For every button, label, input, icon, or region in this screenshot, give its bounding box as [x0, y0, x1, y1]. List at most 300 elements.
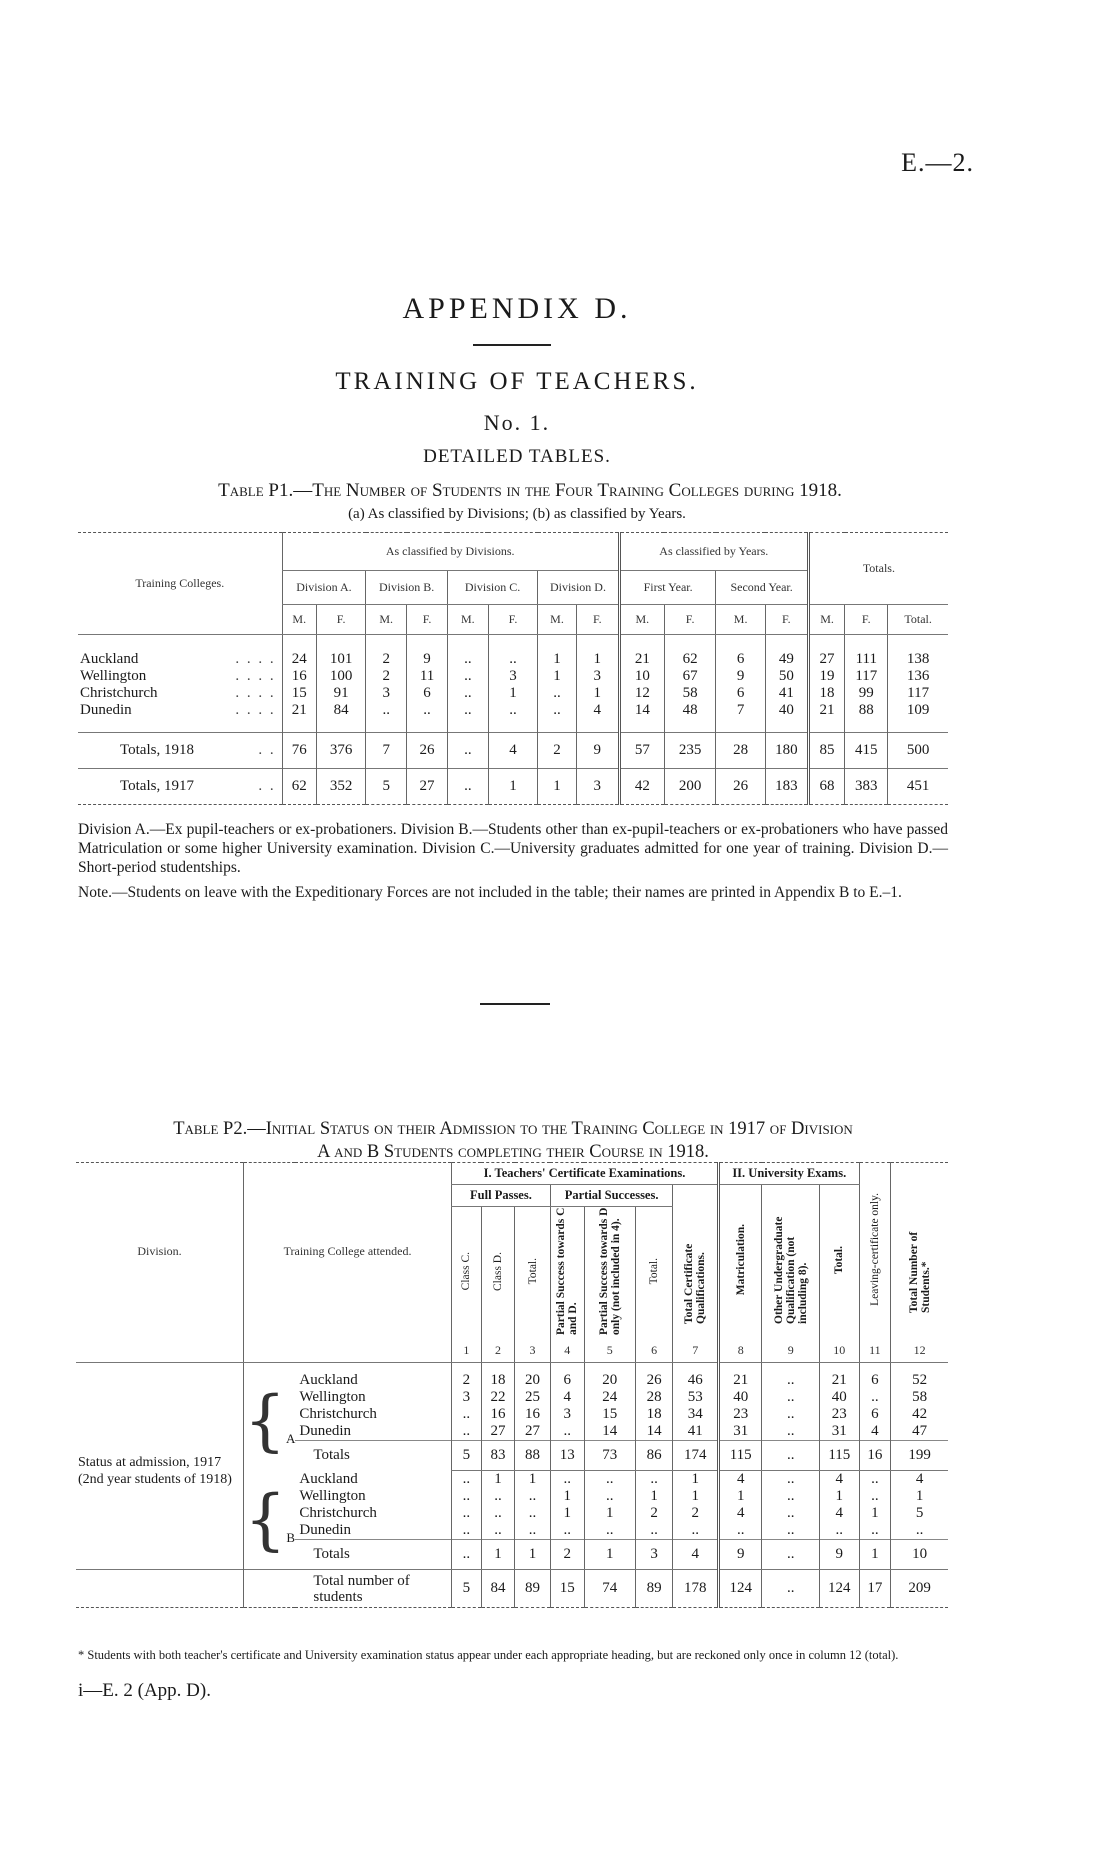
t2-row [76, 1372, 948, 1389]
t1-header-first-year: First Year. [619, 571, 716, 605]
t2-cell: .. [891, 1522, 948, 1540]
t2-cell: 46 [673, 1372, 719, 1389]
t2-cell: 3 [550, 1406, 584, 1423]
t2-cell: 41 [673, 1423, 719, 1441]
t2-cell: 23 [819, 1406, 859, 1423]
t2-cell: 20 [515, 1372, 551, 1389]
t1-cell: 12 [619, 685, 664, 702]
t2-column-number: 4 [550, 1340, 584, 1362]
t2-cell: 199 [891, 1441, 948, 1471]
t2-cell: 3 [452, 1389, 482, 1406]
t1-cell: 1 [488, 685, 537, 702]
t1-cell: 109 [888, 702, 948, 719]
t1-college-label: Totals, 1917 [120, 778, 194, 794]
t2-cell: 1 [718, 1488, 762, 1505]
t1-cell: .. [447, 668, 488, 685]
t2-cell: .. [635, 1471, 672, 1489]
section-number: No. 1. [483, 410, 551, 435]
t1-cell: 1 [538, 651, 577, 668]
t2-cell: .. [452, 1522, 482, 1540]
t1-leader-dots: . . . . [235, 684, 276, 701]
t1-cell: 18 [808, 685, 845, 702]
t1-cell: 180 [765, 733, 808, 769]
t2-column-number: 5 [584, 1340, 635, 1362]
t1-cell: 500 [888, 733, 948, 769]
t2-cell: .. [762, 1522, 820, 1540]
table1 [78, 532, 948, 805]
t1-cell: 58 [664, 685, 716, 702]
t1-cell: 3 [576, 668, 619, 685]
t1-cell: 19 [808, 668, 845, 685]
t2-cell: .. [481, 1505, 515, 1522]
t1-cell: .. [538, 702, 577, 719]
t2-cell: 27 [515, 1423, 551, 1441]
t2-cell: 16 [515, 1406, 551, 1423]
t2-cell: 86 [635, 1441, 672, 1471]
t1-header-divisions: As classified by Divisions. [282, 533, 619, 571]
t2-col5-header [584, 1207, 635, 1341]
t1-f: F. [576, 605, 619, 635]
t1-cell: 88 [845, 702, 888, 719]
t2-cell: 18 [481, 1372, 515, 1389]
t2-cell: 1 [584, 1540, 635, 1570]
t1-header-years: As classified by Years. [619, 533, 808, 571]
t1-cell: 111 [845, 651, 888, 668]
t1-f: F. [664, 605, 716, 635]
table1-notes [78, 820, 948, 908]
t2-cell: 28 [635, 1389, 672, 1406]
t1-cell: 1 [538, 769, 577, 805]
t2-cell: .. [452, 1423, 482, 1441]
t2-column-number: 7 [673, 1340, 719, 1362]
t2-cell: 14 [584, 1423, 635, 1441]
brace-icon: { [243, 1382, 286, 1460]
t2-cell: .. [762, 1488, 820, 1505]
t2-cell: 25 [515, 1389, 551, 1406]
t1-college-name [78, 733, 282, 769]
t2-cell: 88 [515, 1441, 551, 1471]
t1-cell: 7 [366, 733, 407, 769]
t2-cell: 1 [819, 1488, 859, 1505]
t2-column-number: 10 [819, 1340, 859, 1362]
t2-cell: 124 [718, 1570, 762, 1608]
t2-cell: .. [481, 1488, 515, 1505]
t2-column-number: 9 [762, 1340, 820, 1362]
t1-cell: 49 [765, 651, 808, 668]
t1-row [78, 702, 948, 719]
t1-cell: 16 [282, 668, 316, 685]
t2-cell: 14 [635, 1423, 672, 1441]
division-definitions: Division A.—Ex pupil-teachers or ex-probationers. Division B.—Students other than ex-pupil-teachers or ex-probationers who have passed Matriculation or some higher University examination. Division C.—University graduates admitted for one year of training. Division D.—Short-period studentships. [78, 821, 948, 876]
t1-cell: 7 [716, 702, 765, 719]
title-rule [473, 344, 551, 346]
t1-m: M. [716, 605, 765, 635]
t2-col8-label: Matriculation. [734, 1224, 747, 1296]
table2-footnote: * Students with both teacher's certificate and University examination status appear under each appropriate heading, but are reckoned only once in column 12 (total). [78, 1648, 899, 1662]
t2-header-group1: I. Teachers' Certificate Examinations. [452, 1163, 719, 1185]
t2-col9-header [762, 1185, 820, 1341]
t2-cell: 2 [673, 1505, 719, 1522]
t1-cell: 376 [316, 733, 365, 769]
t1-cell: 352 [316, 769, 365, 805]
t2-col2-header [481, 1207, 515, 1341]
t2-cell: 4 [718, 1471, 762, 1489]
t2-cell: .. [584, 1471, 635, 1489]
t2-col9-label: Other Undergraduate Qualification (not including 8). [772, 1216, 809, 1324]
t1-cell: 1 [576, 651, 619, 668]
t1-m: M. [619, 605, 664, 635]
t2-cell: 20 [584, 1372, 635, 1389]
t2-col4-header [550, 1207, 584, 1341]
t2-cell: 2 [452, 1372, 482, 1389]
t1-college-label: Totals, 1918 [120, 742, 194, 758]
t1-cell: 24 [282, 651, 316, 668]
t2-col10-label: Total. [833, 1245, 846, 1274]
t2-cell: .. [762, 1540, 820, 1570]
t2-cell: 47 [891, 1423, 948, 1441]
t1-cell: 67 [664, 668, 716, 685]
t2-cell: 22 [481, 1389, 515, 1406]
t2-cell: .. [550, 1522, 584, 1540]
t1-cell: 76 [282, 733, 316, 769]
t1-header-division-d: Division D. [538, 571, 620, 605]
t1-cell: 1 [538, 668, 577, 685]
t2-cell: 17 [859, 1570, 891, 1608]
t2-cell: 4 [819, 1471, 859, 1489]
t2-cell: .. [452, 1540, 482, 1570]
t1-cell: 50 [765, 668, 808, 685]
t2-cell: 1 [859, 1505, 891, 1522]
t2-division-letter: A [285, 1431, 296, 1447]
t2-cell: 9 [718, 1540, 762, 1570]
t2-cell: .. [550, 1471, 584, 1489]
t2-cell: .. [718, 1522, 762, 1540]
t1-college-name [78, 668, 282, 685]
t2-cell: .. [762, 1423, 820, 1441]
t2-cell: 34 [673, 1406, 719, 1423]
t1-cell: .. [447, 769, 488, 805]
t2-header-full-passes: Full Passes. [452, 1185, 551, 1207]
t2-cell: 5 [452, 1441, 482, 1471]
t2-cell: .. [515, 1488, 551, 1505]
t1-college-name [78, 702, 282, 719]
t2-cell: 3 [635, 1540, 672, 1570]
t2-col3-label: Total. [526, 1257, 539, 1285]
t2-header-division: Division. [137, 1244, 182, 1258]
t1-cell: 1 [488, 769, 537, 805]
t1-f: F. [407, 605, 448, 635]
t2-cell: 84 [481, 1570, 515, 1608]
t2-college-name: Totals [313, 1447, 350, 1464]
t2-col7-label: Total Certificate Qualifications. [683, 1243, 708, 1324]
t1-cell: 383 [845, 769, 888, 805]
t1-cell: 138 [888, 651, 948, 668]
t1-cell: 91 [316, 685, 365, 702]
t2-cell: 6 [859, 1406, 891, 1423]
t1-cell: 15 [282, 685, 316, 702]
t2-cell: 74 [584, 1570, 635, 1608]
t2-column-number: 2 [481, 1340, 515, 1362]
t2-cell: .. [635, 1522, 672, 1540]
t1-cell: 136 [888, 668, 948, 685]
t1-cell: 6 [407, 685, 448, 702]
t1-cell: 415 [845, 733, 888, 769]
t2-cell: 4 [718, 1505, 762, 1522]
t1-cell: .. [447, 733, 488, 769]
t1-college-name [78, 769, 282, 805]
t2-cell: 15 [550, 1570, 584, 1608]
t2-college-name: Christchurch [299, 1406, 377, 1422]
t1-row [78, 769, 948, 805]
t1-cell: .. [407, 702, 448, 719]
t2-col6-label: Total. [648, 1257, 661, 1285]
t2-column-numbers [76, 1340, 948, 1362]
t2-division-letter: B [286, 1529, 296, 1545]
t1-header-division-a: Division A. [282, 571, 366, 605]
t2-col6-header [635, 1207, 672, 1341]
t1-cell: 6 [716, 685, 765, 702]
t1-cell: 6 [716, 651, 765, 668]
t2-division-marker [243, 1372, 295, 1471]
t1-f: F. [765, 605, 808, 635]
t2-col11-label: Leaving-certificate only. [868, 1192, 881, 1306]
t1-cell: 101 [316, 651, 365, 668]
t1-cell: 3 [576, 769, 619, 805]
t2-col11-header [859, 1163, 891, 1341]
t1-row [78, 685, 948, 702]
appendix-title: APPENDIX D. [402, 292, 632, 325]
t2-college-name: Dunedin [299, 1423, 352, 1439]
t1-f: F. [316, 605, 365, 635]
t2-cell: 1 [550, 1488, 584, 1505]
t1-cell: 84 [316, 702, 365, 719]
t1-cell: .. [488, 651, 537, 668]
detailed-tables-heading: DETAILED TABLES. [423, 446, 611, 467]
t1-m: M. [808, 605, 845, 635]
t2-cell: 24 [584, 1389, 635, 1406]
t2-college-name: Wellington [299, 1389, 366, 1405]
t1-cell: 2 [538, 733, 577, 769]
t2-col1-label: Class C. [460, 1251, 473, 1291]
t2-cell: 1 [481, 1471, 515, 1489]
t2-cell: 10 [891, 1540, 948, 1570]
t1-college-name [78, 685, 282, 702]
t2-cell: 1 [891, 1488, 948, 1505]
t2-cell: 31 [819, 1423, 859, 1441]
t2-cell: 2 [550, 1540, 584, 1570]
table1-title: Table P1.—The Number of Students in the Four Training Colleges during 1918. [218, 480, 842, 501]
t1-college-label: Christchurch [80, 684, 158, 701]
t2-status-label: Status at admission, 1917 (2nd year students of 1918) [78, 1454, 232, 1487]
t2-cell: 13 [550, 1441, 584, 1471]
t2-college-name: Auckland [299, 1470, 358, 1487]
t2-col12-header [891, 1163, 948, 1341]
t2-header-partial: Partial Successes. [550, 1185, 673, 1207]
t1-row [78, 733, 948, 769]
t2-cell: 4 [673, 1540, 719, 1570]
t1-cell: 200 [664, 769, 716, 805]
t1-header-division-b: Division B. [366, 571, 448, 605]
t2-cell: 178 [673, 1570, 719, 1608]
t1-f: F. [488, 605, 537, 635]
t2-col5-label: Partial Success towards D only (not included in 4). [597, 1207, 622, 1335]
table2-title-line1: Table P2.—Initial Status on their Admission to the Training College in 1917 of Division [173, 1119, 853, 1139]
t1-cell: 2 [366, 651, 407, 668]
t1-cell: 21 [282, 702, 316, 719]
t1-cell: 117 [888, 685, 948, 702]
t1-cell: 5 [366, 769, 407, 805]
t1-cell: 10 [619, 668, 664, 685]
t1-header-totals: Totals. [808, 533, 948, 605]
t2-cell: .. [452, 1505, 482, 1522]
t2-cell: .. [859, 1522, 891, 1540]
t2-col12-label: Total Number of Students.* [907, 1231, 932, 1313]
t2-college-name: Auckland [299, 1372, 358, 1388]
t2-cell: .. [452, 1488, 482, 1505]
t2-cell: 23 [718, 1406, 762, 1423]
t2-college-name: Christchurch [299, 1505, 377, 1521]
t1-cell: 85 [808, 733, 845, 769]
t2-cell: .. [515, 1505, 551, 1522]
t1-cell: 3 [488, 668, 537, 685]
t2-col7-header [673, 1185, 719, 1341]
t1-college-label: Auckland [80, 650, 139, 667]
t2-cell: 209 [891, 1570, 948, 1608]
t2-cell: 174 [673, 1441, 719, 1471]
expeditionary-note: Note.—Students on leave with the Expeditionary Forces are not included in the table; their names are printed in Appendix B to E.–1. [78, 884, 902, 901]
t1-cell: .. [538, 685, 577, 702]
t1-cell: 4 [576, 702, 619, 719]
t2-cell: .. [481, 1522, 515, 1540]
t2-cell: 4 [550, 1389, 584, 1406]
t1-cell: 100 [316, 668, 365, 685]
t2-cell: 53 [673, 1389, 719, 1406]
t2-cell: 89 [515, 1570, 551, 1608]
t2-cell: .. [452, 1471, 482, 1489]
t1-college-label: Dunedin [80, 701, 132, 718]
t1-cell: 68 [808, 769, 845, 805]
t2-cell: .. [762, 1389, 820, 1406]
t1-cell: 9 [716, 668, 765, 685]
t2-cell: 6 [859, 1372, 891, 1389]
t2-cell: .. [819, 1522, 859, 1540]
t1-cell: 57 [619, 733, 664, 769]
t1-m: M. [366, 605, 407, 635]
t1-cell: 9 [576, 733, 619, 769]
t2-col2-label: Class D. [491, 1251, 504, 1291]
t2-cell: 1 [635, 1488, 672, 1505]
t1-cell: 26 [407, 733, 448, 769]
t1-cell: 183 [765, 769, 808, 805]
t2-col1-header [452, 1207, 482, 1341]
t2-cell: 4 [819, 1505, 859, 1522]
t2-cell: .. [584, 1488, 635, 1505]
t2-cell: 73 [584, 1441, 635, 1471]
t1-cell: 117 [845, 668, 888, 685]
t1-cell: .. [447, 651, 488, 668]
t2-cell: .. [452, 1406, 482, 1423]
t2-cell: 18 [635, 1406, 672, 1423]
t2-cell: 16 [481, 1406, 515, 1423]
t2-cell: 52 [891, 1372, 948, 1389]
t1-leader-dots: . . [258, 742, 276, 758]
section-rule [480, 1003, 550, 1005]
t1-cell: 1 [576, 685, 619, 702]
t1-cell: 451 [888, 769, 948, 805]
t1-m: M. [538, 605, 577, 635]
t1-cell: 41 [765, 685, 808, 702]
t2-cell: 4 [859, 1423, 891, 1441]
t2-cell: 27 [481, 1423, 515, 1441]
t1-row [78, 668, 948, 685]
t2-column-number: 12 [891, 1340, 948, 1362]
t1-row [78, 651, 948, 668]
t1-cell: 28 [716, 733, 765, 769]
section-title: TRAINING OF TEACHERS. [335, 368, 699, 395]
t1-leader-dots: . . [258, 778, 276, 794]
t2-cell: 40 [718, 1389, 762, 1406]
t1-cell: 2 [366, 668, 407, 685]
t1-cell: 48 [664, 702, 716, 719]
t2-column-number: 1 [452, 1340, 482, 1362]
t2-cell: 31 [718, 1423, 762, 1441]
t2-cell: 21 [718, 1372, 762, 1389]
t1-cell: 3 [366, 685, 407, 702]
page-reference: E.—2. [901, 148, 974, 177]
t1-cell: 21 [619, 651, 664, 668]
t1-cell: 26 [716, 769, 765, 805]
t1-cell: 62 [664, 651, 716, 668]
t2-cell: 5 [891, 1505, 948, 1522]
t2-cell: .. [859, 1488, 891, 1505]
t2-cell: 42 [891, 1406, 948, 1423]
t1-college-name [78, 651, 282, 668]
page-identifier: i—E. 2 (App. D). [78, 1680, 211, 1701]
t2-cell: 26 [635, 1372, 672, 1389]
t2-cell: .. [550, 1423, 584, 1441]
t2-cell: 83 [481, 1441, 515, 1471]
t2-cell: .. [762, 1505, 820, 1522]
t2-cell: 1 [859, 1540, 891, 1570]
t2-college-name: Totals [313, 1546, 350, 1562]
t1-cell: 235 [664, 733, 716, 769]
t2-cell: 1 [673, 1471, 719, 1489]
t2-cell: 89 [635, 1570, 672, 1608]
t2-cell: 1 [481, 1540, 515, 1570]
table2-title-line2: A and B Students completing their Course in 1918. [317, 1142, 709, 1162]
t2-college-name: Dunedin [299, 1522, 352, 1538]
t1-total: Total. [888, 605, 948, 635]
t2-cell: .. [515, 1522, 551, 1540]
t1-cell: 62 [282, 769, 316, 805]
t1-cell: 27 [808, 651, 845, 668]
t1-cell: 99 [845, 685, 888, 702]
t2-cell: .. [762, 1570, 820, 1608]
table2 [76, 1162, 948, 1608]
t2-cell: .. [762, 1471, 820, 1489]
t2-column-number: 8 [718, 1340, 762, 1362]
t2-college-name: Wellington [299, 1488, 366, 1504]
t2-cell: 40 [819, 1389, 859, 1406]
t1-cell: .. [366, 702, 407, 719]
t2-cell: 2 [635, 1505, 672, 1522]
table1-subtitle: (a) As classified by Divisions; (b) as classified by Years. [348, 506, 686, 522]
t1-header-training-colleges: Training Colleges. [135, 576, 225, 590]
t2-cell: .. [584, 1522, 635, 1540]
t2-col3-header [515, 1207, 551, 1341]
t2-col8-header [718, 1185, 762, 1341]
t2-cell: 1 [515, 1471, 551, 1489]
